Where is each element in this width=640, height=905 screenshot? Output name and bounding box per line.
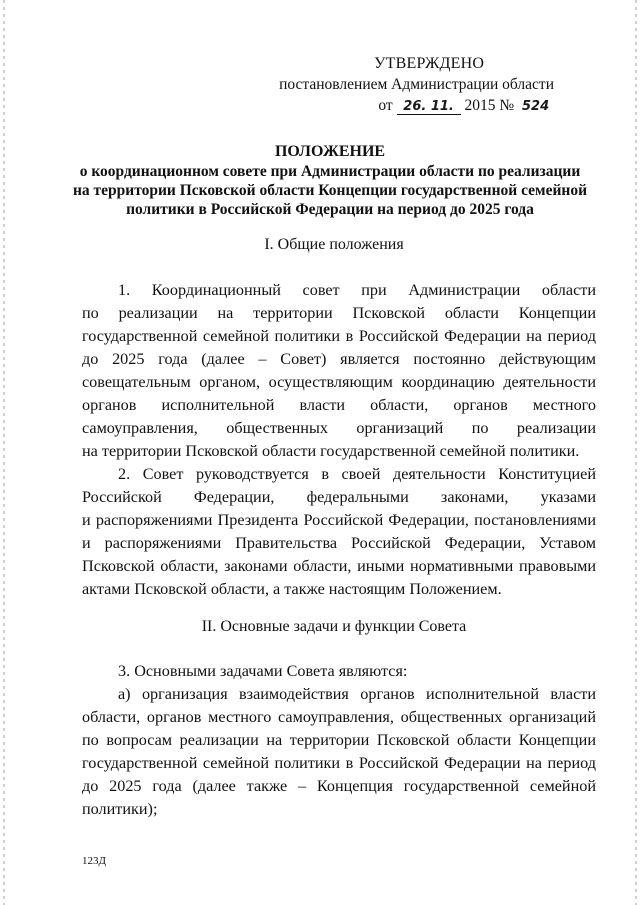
scan-edge-left [3,0,5,905]
handwritten-number: 524 [522,99,550,114]
title-main: ПОЛОЖЕНИЕ [274,143,386,160]
year-text: 2015 № [464,97,515,114]
text-line: 2. Совет руководствуется в своей деятельности Конституцией [118,465,596,483]
text-line: на территории Псковской области государственной семейной политики. [82,442,580,460]
text-line: 3. Основными задачами Совета являются: [118,662,408,680]
paragraph-3a [82,683,596,821]
date-prefix: от [378,97,393,114]
text-line: 1. Координационный совет при Администрации области [118,281,596,299]
text-line: органов исполнительной власти области, органов местного [82,396,596,414]
text-line: политики); [82,800,158,818]
text-line: до 2025 года (далее также – Концепция государственной семейной [82,777,596,795]
approved-label: УТВЕРЖДЕНО [374,55,485,72]
approved-by: постановлением Администрации области [279,76,554,93]
text-line: а) организация взаимодействия органов исполнительной власти [118,685,596,703]
text-line: государственной семейной политики в Российской Федерации на период [82,327,596,345]
text-line: по вопросам реализации на территории Псковской области Концепции [82,731,596,749]
text-line: по реализации на территории Псковской области Концепции [82,304,596,322]
text-line: и распоряжениями Правительства Российской Федерации, Уставом [82,534,596,552]
document-code: 123Д [82,855,107,867]
text-line: самоуправления, общественных организаций по реализации [82,419,596,437]
approval-stamp [279,53,554,116]
text-line: области, органов местного самоуправления, общественных организаций [82,708,596,726]
text-line: актами Псковской области, а также настоящим Положением. [82,580,502,598]
text-line: до 2025 года (далее – Совет) является постоянно действующим [82,350,596,368]
paragraph-2 [82,463,596,601]
text-line: и распоряжениями Президента Российской Федерации, постановлениями [82,511,596,529]
approval-date-line [279,95,554,116]
text-line: государственной семейной политики в Российской Федерации на период [82,754,596,772]
title-line: о координационном совете при Администрации области по реализации [79,163,581,180]
paragraph-3 [82,660,596,683]
title-line: политики в Российской Федерации на период до 2025 года [126,201,534,218]
paragraph-1 [82,279,596,463]
title-line: на территории Псковской области Концепции государственной семейной [72,182,588,199]
scan-edge-right [635,0,637,905]
text-line: совещательным органом, осуществляющим координацию деятельности [82,373,596,391]
text-line: Российской Федерации, федеральными законами, указами [82,488,596,506]
document-title [60,142,600,219]
section-heading-2: II. Основные задачи и функции Совета [201,618,467,635]
handwritten-date: 26. 11. [397,99,461,115]
text-line: Псковской области, законами области, иными нормативными правовыми [82,557,596,575]
section-heading-1: I. Общие положения [264,236,404,253]
